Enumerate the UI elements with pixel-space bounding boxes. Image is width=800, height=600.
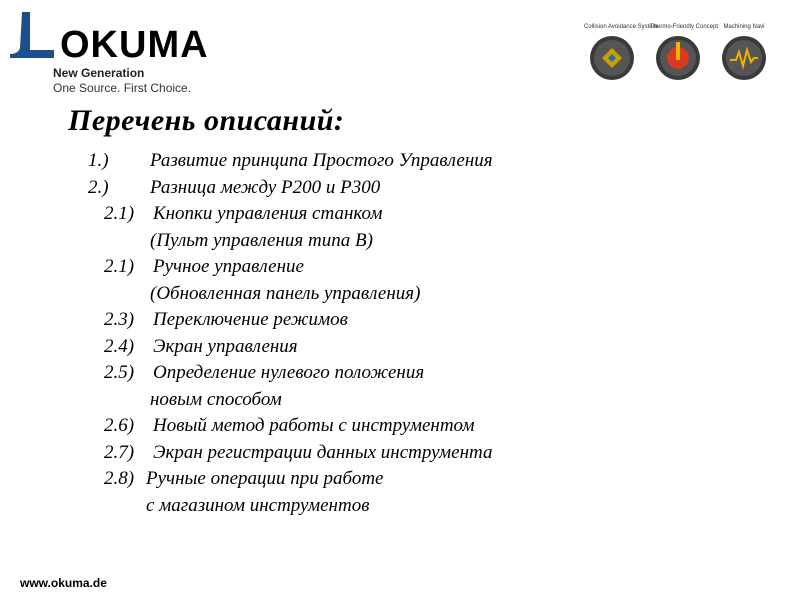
list-item-number: 2.) [88, 176, 109, 198]
okuma-logo[interactable] [8, 10, 218, 66]
list-item-number: 2.7) [104, 441, 135, 463]
list-item-text: Разница между P200 и P300 [150, 176, 381, 198]
badge-label: Collision Avoidance System [584, 24, 658, 30]
page-title: Перечень описаний: [68, 104, 345, 137]
brand-name: OKUMA [60, 24, 209, 66]
list-item-number: 2.6) [104, 415, 135, 436]
description-list [0, 148, 800, 519]
tagline-line1: New Generation [53, 66, 145, 80]
list-item-text: Переключение режимов [153, 309, 348, 330]
list-item-text: Определение нулевого положения [153, 362, 425, 383]
list-item [0, 360, 800, 387]
list-item-text: с магазином инструментов [146, 494, 370, 516]
footer-url[interactable]: www.okuma.de [20, 576, 107, 590]
list-item-text: Ручное управление [153, 256, 304, 277]
list-item-number: 1.) [88, 150, 109, 171]
list-item-number: 2.4) [104, 335, 135, 357]
collision-avoidance-badge [584, 24, 658, 84]
list-item [0, 281, 800, 308]
list-item [0, 413, 800, 440]
list-item [0, 307, 800, 334]
list-item [0, 440, 800, 467]
list-item [0, 466, 800, 493]
list-item-text: Развитие принципа Простого Управления [150, 150, 493, 171]
list-item-text: Ручные операции при работе [146, 468, 384, 489]
thermo-friendly-badge [650, 24, 719, 84]
feature-badges [584, 24, 772, 84]
okuma-emblem-icon [8, 10, 58, 60]
list-item-number: 2.3) [104, 309, 135, 330]
list-item [0, 387, 800, 414]
badge-label: Machining Navi [723, 24, 765, 30]
list-item-text: Экран управления [153, 335, 298, 357]
list-item [0, 228, 800, 255]
list-item [0, 493, 800, 520]
list-item [0, 254, 800, 281]
list-item-number: 2.5) [104, 362, 135, 383]
list-item [0, 175, 800, 202]
tagline-line2: One Source. First Choice. [53, 81, 192, 95]
list-item-text: Новый метод работы с инструментом [153, 415, 475, 436]
list-item-text: Кнопки управления станком [153, 203, 383, 224]
list-item-text: Экран регистрации данных инструмента [153, 441, 493, 463]
list-item-text: новым способом [150, 388, 282, 410]
list-item-number: 2.1) [104, 256, 135, 277]
list-item-number: 2.8) [104, 468, 135, 489]
list-item-text: (Обновленная панель управления) [150, 282, 421, 304]
list-item-text: (Пульт управления типа В) [150, 229, 373, 251]
machining-navi-badge [716, 24, 772, 84]
list-item [0, 201, 800, 228]
list-item [0, 334, 800, 361]
badge-label: Thermo-Friendly Concept [650, 24, 719, 30]
list-item [0, 148, 800, 175]
list-item-number: 2.1) [104, 203, 135, 224]
